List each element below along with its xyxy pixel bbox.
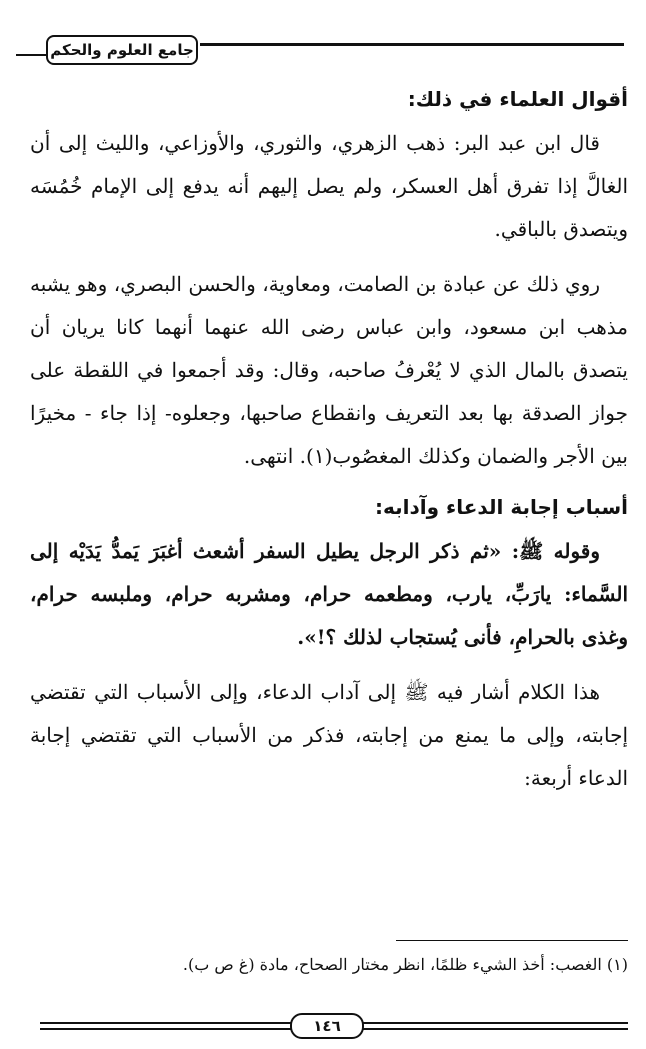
header-rule-short xyxy=(16,54,46,56)
header-rule xyxy=(200,43,624,46)
page-body xyxy=(30,78,628,812)
section-heading-dua: أسباب إجابة الدعاء وآدابه: xyxy=(375,495,628,519)
hadith-quote: وقوله ﷺ: «ثم ذكر الرجل يطيل السفر أشعث أغبَرَ يَمدُّ يَدَيْه إلى السَّماء: يارَبِّ، يارب، ومطعمه حرام، ومشربه حرام، وملبسه حرام، وغذى بالحرامِ، فأنى يُستجاب لذلك ؟!». xyxy=(30,539,628,649)
footnote: (١) الغصب: أخذ الشيء ظلمًا، انظر مختار الصحاح، مادة (غ ص ب). xyxy=(182,955,628,974)
footnote-separator xyxy=(396,940,628,941)
paragraph-ibn-abd-al-barr: قال ابن عبد البر: ذهب الزهري، والثوري، والأوزاعي، والليث إلى أن الغالَّ إذا تفرق أهل العسكر، ولم يصل إليهم أنه يدفع إلى الإمام خُمُسَه ويتصدق بالباقي. xyxy=(30,131,628,241)
paragraph-commentary: هذا الكلام أشار فيه ﷺ إلى آداب الدعاء، وإلى الأسباب التي تقتضي إجابته، وإلى ما يمنع من إجابته، فذكر من الأسباب التي تقتضي إجابة الدعاء أربعة: xyxy=(30,680,628,790)
running-header-title: جامع العلوم والحكم xyxy=(46,35,198,65)
section-heading-scholars: أقوال العلماء في ذلك: xyxy=(407,87,628,111)
paragraph-narration: روي ذلك عن عبادة بن الصامت، ومعاوية، والحسن البصري، وهو يشبه مذهب ابن مسعود، وابن عباس رضى الله عنهما أنهما كانا يريان أن يتصدق بالمال الذي لا يُعْرفُ صاحبه، وقال: وقد أجمعوا في اللقطة على جواز الصدقة بها بعد التعريف وانقطاع صاحبها، وجعلوه- إذا جاء - مخيرًا بين الأجر والضمان وكذلك المغصُوب(١). انتهى. xyxy=(30,272,628,468)
page-number: ١٤٦ xyxy=(290,1013,364,1039)
